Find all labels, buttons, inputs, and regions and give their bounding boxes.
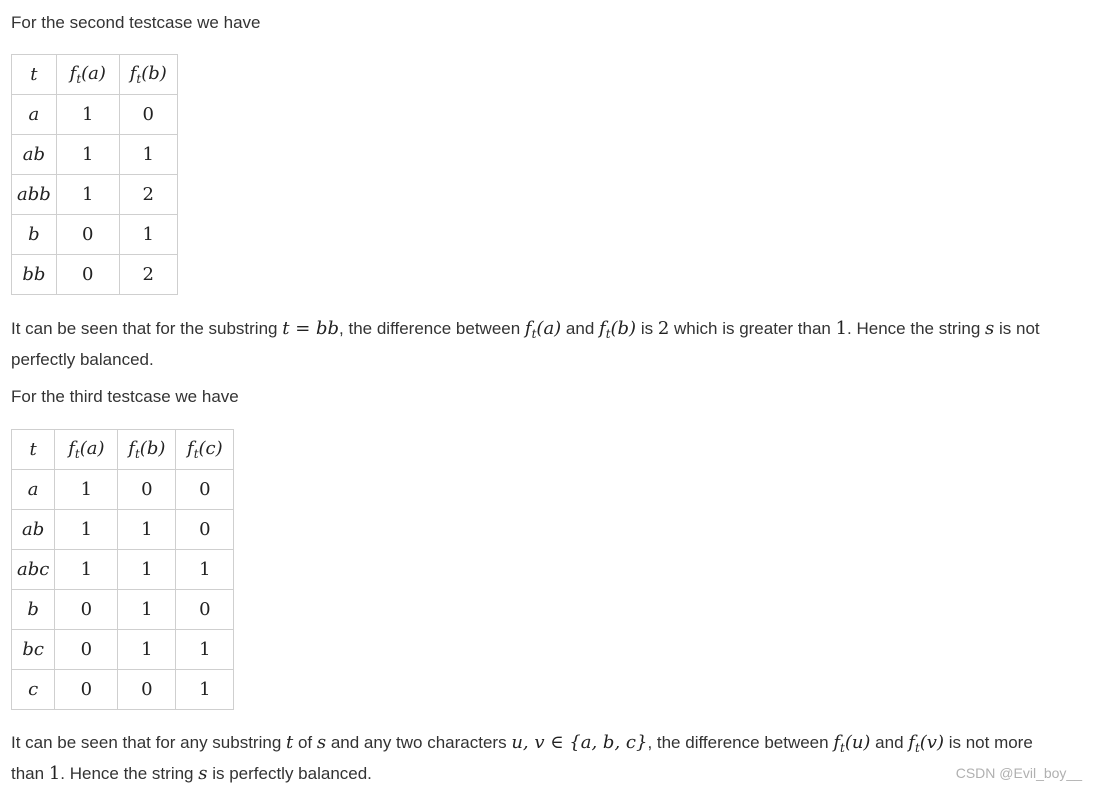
frequency-table-third <box>11 429 234 710</box>
cell-t: b <box>12 215 57 255</box>
cell-value: 1 <box>118 550 176 590</box>
cell-t: ab <box>12 510 55 550</box>
cell-value: 0 <box>56 255 119 295</box>
table-row <box>12 590 234 630</box>
math-var: s <box>198 763 208 784</box>
math-ft-u <box>833 732 870 753</box>
table-header-row <box>12 430 234 470</box>
text: is not <box>994 319 1040 338</box>
cell-value: 0 <box>118 470 176 510</box>
cell-value: 2 <box>119 255 177 295</box>
cell-t: abb <box>12 175 57 215</box>
table-row <box>12 670 234 710</box>
math-number: 1 <box>835 318 848 339</box>
text: and any two characters <box>326 733 512 752</box>
sub: t <box>531 327 537 341</box>
table-row <box>12 470 234 510</box>
header-arg: (a) <box>79 438 105 459</box>
cell-value: 1 <box>176 630 234 670</box>
header-fb <box>118 430 176 470</box>
cell-value: 1 <box>55 550 118 590</box>
table-row <box>12 550 234 590</box>
table-row <box>12 215 178 255</box>
text: is <box>636 319 658 338</box>
header-sub: t <box>136 72 142 86</box>
header-fc <box>176 430 234 470</box>
cell-value: 1 <box>56 175 119 215</box>
cell-value: 1 <box>176 670 234 710</box>
math-ft-b <box>599 318 636 339</box>
csdn-watermark: CSDN @Evil_boy__ <box>955 765 1082 781</box>
text: perfectly balanced. <box>11 350 154 369</box>
text: , the difference between <box>339 319 525 338</box>
cell-t: a <box>12 95 57 135</box>
table-row <box>12 630 234 670</box>
text: . Hence the string <box>60 764 199 783</box>
cell-t: b <box>12 590 55 630</box>
cell-value: 0 <box>176 590 234 630</box>
conclusion-second-testcase <box>11 316 1040 373</box>
cell-value: 0 <box>55 670 118 710</box>
table-row <box>12 255 178 295</box>
intro-third-testcase: For the third testcase we have <box>11 387 239 406</box>
header-f: f <box>68 438 75 459</box>
f: f <box>833 732 840 753</box>
math-var: s <box>985 318 995 339</box>
header-f: f <box>187 438 194 459</box>
header-t <box>12 55 57 95</box>
cell-value: 0 <box>56 215 119 255</box>
header-sub: t <box>76 72 82 86</box>
cell-value: 0 <box>55 630 118 670</box>
cell-value: 1 <box>55 470 118 510</box>
cell-value: 1 <box>56 95 119 135</box>
text: . Hence the string <box>847 319 986 338</box>
text: which is greater than <box>669 319 836 338</box>
text: It can be seen that for the substring <box>11 319 283 338</box>
math-var: t <box>286 732 294 753</box>
header-sub: t <box>74 447 80 461</box>
cell-t: ab <box>12 135 57 175</box>
header-t <box>12 430 55 470</box>
cell-value: 1 <box>119 135 177 175</box>
frequency-table-second <box>11 54 178 295</box>
text: is perfectly balanced. <box>207 764 372 783</box>
header-fa <box>55 430 118 470</box>
math-number: 1 <box>48 763 61 784</box>
cell-value: 0 <box>176 470 234 510</box>
table-row <box>12 95 178 135</box>
text: It can be seen that for any substring <box>11 733 286 752</box>
cell-value: 1 <box>56 135 119 175</box>
header-fb <box>119 55 177 95</box>
cell-value: 1 <box>55 510 118 550</box>
text: of <box>293 733 317 752</box>
header-arg: (b) <box>141 63 167 84</box>
cell-value: 1 <box>118 630 176 670</box>
math-expr: t = bb <box>282 318 340 339</box>
cell-t: a <box>12 470 55 510</box>
cell-t: bb <box>12 255 57 295</box>
table-row <box>12 135 178 175</box>
header-f: f <box>129 63 137 84</box>
cell-value: 0 <box>176 510 234 550</box>
f: f <box>908 732 915 753</box>
cell-value: 2 <box>119 175 177 215</box>
arg: (a) <box>536 318 562 339</box>
cell-value: 1 <box>176 550 234 590</box>
cell-value: 1 <box>118 590 176 630</box>
math-expr: u, v ∈ {a, b, c} <box>511 732 648 753</box>
text: and <box>870 733 909 752</box>
cell-t: abc <box>12 550 55 590</box>
header-sub: t <box>193 447 199 461</box>
conclusion-third-testcase <box>11 730 1033 787</box>
header-sub: t <box>134 447 140 461</box>
intro-second-testcase: For the second testcase we have <box>11 13 261 32</box>
header-arg: (c) <box>198 438 223 459</box>
math-ft-v <box>908 732 944 753</box>
cell-value: 0 <box>118 670 176 710</box>
math-var: s <box>316 732 327 753</box>
table-header-row <box>12 55 178 95</box>
header-label: t <box>30 64 38 85</box>
arg: (u) <box>844 732 871 753</box>
header-f: f <box>69 63 77 84</box>
header-f: f <box>128 438 135 459</box>
text: than <box>11 764 49 783</box>
f: f <box>524 318 532 339</box>
header-arg: (b) <box>139 438 166 459</box>
cell-t: bc <box>12 630 55 670</box>
sub: t <box>839 741 845 755</box>
text: and <box>561 319 600 338</box>
sub: t <box>914 741 920 755</box>
f: f <box>599 318 606 339</box>
header-fa <box>56 55 119 95</box>
sub: t <box>605 327 611 341</box>
header-arg: (a) <box>81 63 106 84</box>
arg: (v) <box>919 732 944 753</box>
cell-value: 0 <box>119 95 177 135</box>
header-label: t <box>29 439 37 460</box>
text: , the difference between <box>647 733 834 752</box>
text: is not more <box>943 733 1033 752</box>
table-row <box>12 510 234 550</box>
cell-t: c <box>12 670 55 710</box>
arg: (b) <box>610 318 637 339</box>
cell-value: 0 <box>55 590 118 630</box>
table-row <box>12 175 178 215</box>
cell-value: 1 <box>118 510 176 550</box>
math-number: 2 <box>657 318 670 339</box>
math-ft-a <box>525 318 561 339</box>
cell-value: 1 <box>119 215 177 255</box>
